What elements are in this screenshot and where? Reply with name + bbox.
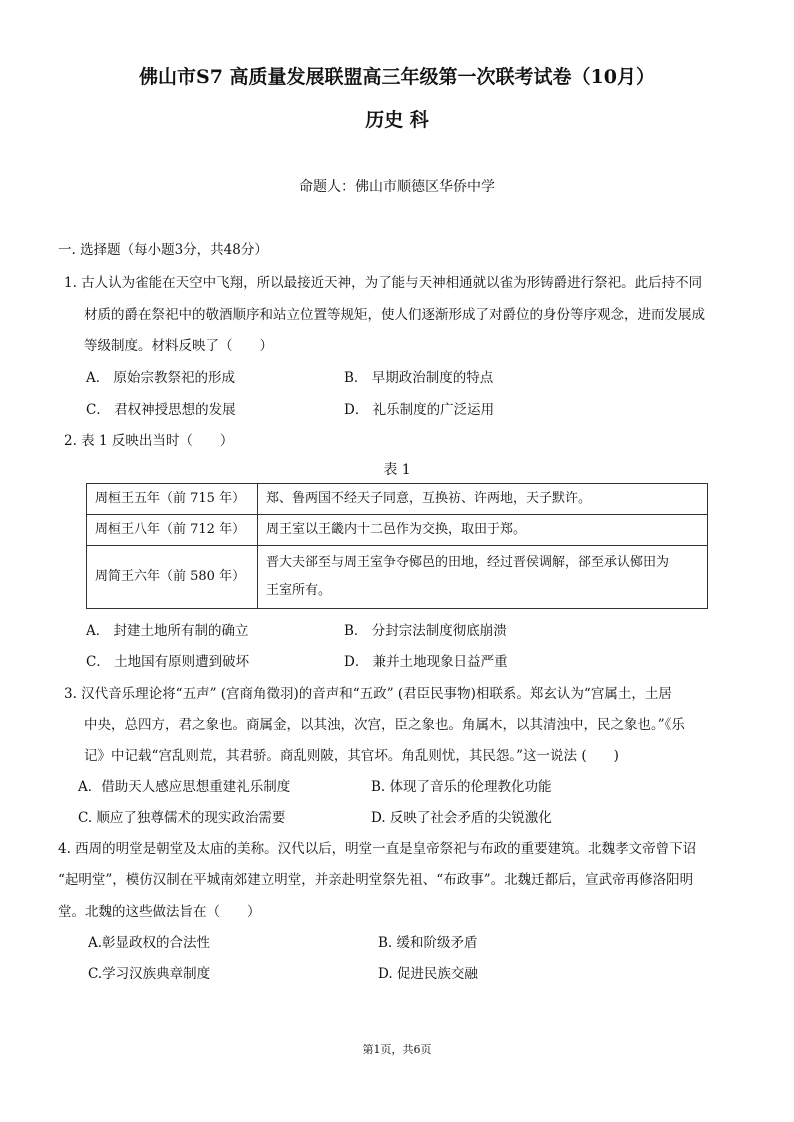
question-1-option-a[interactable]: A． 原始宗教祭祀的形成 <box>86 370 236 386</box>
page-number: 第1页，共6页 <box>362 1043 432 1056</box>
exam-subject: 历史 科 <box>365 109 429 131</box>
question-4-line-2: “起明堂”，模仿汉制在平城南郊建立明堂，并亲赴明堂祭先祖、“布政事”。北魏迁都后，宣武帝再修洛阳明 <box>58 872 694 888</box>
table-row <box>87 546 708 609</box>
question-1-option-c[interactable]: C． 君权神授思想的发展 <box>86 402 236 418</box>
question-4-option-d[interactable]: D. 促进民族交融 <box>378 966 478 982</box>
question-4-option-a[interactable]: A.彰显政权的合法性 <box>88 935 211 951</box>
table-cell-event <box>258 546 708 609</box>
question-4-option-b[interactable]: B. 缓和阶级矛盾 <box>378 935 478 951</box>
question-3-line-3: 记》中记载“宫乱则荒，其君骄。商乱则陂，其官坏。角乱则忧，其民怨。”这一说法 ( ) <box>84 748 619 764</box>
question-2-option-b[interactable]: B． 分封宗法制度彻底崩溃 <box>344 623 507 639</box>
question-4-line-1: 4. 西周的明堂是朝堂及太庙的美称。汉代以后，明堂一直是皇帝祭祀与布政的重要建筑。北魏孝文帝曾下诏 <box>58 841 697 857</box>
table-row <box>87 484 708 515</box>
question-3-line-1: 3. 汉代音乐理论将“五声” (宫商角徵羽)的音声和“五政” (君臣民事物)相联系。郑玄认为“宫属土，土居 <box>64 686 672 702</box>
history-table <box>86 483 708 609</box>
table-cell-event: 郑、鲁两国不经天子同意，互换祊、许两地，天子默许。 <box>258 484 708 515</box>
question-2-option-d[interactable]: D． 兼并土地现象日益严重 <box>344 654 508 670</box>
table-cell-event-line-1: 晋大夫郤至与周王室争夺鄇邑的田地，经过晋侯调解，郤至承认鄇田为 <box>266 555 670 570</box>
table-cell-event-line-2: 王室所有。 <box>266 583 332 598</box>
question-4-line-3: 堂。北魏的这些做法旨在（ ） <box>58 904 261 920</box>
question-1-option-b[interactable]: B． 早期政治制度的特点 <box>344 370 494 386</box>
table-caption: 表 1 <box>383 462 411 478</box>
table-cell-date: 周简王六年（前 580 年） <box>87 546 258 609</box>
question-2-line-1: 2. 表 1 反映出当时（ ） <box>64 433 234 449</box>
exam-title: 佛山市S7 高质量发展联盟高三年级第一次联考试卷（10月） <box>139 66 655 88</box>
question-3-option-d[interactable]: D. 反映了社会矛盾的尖锐激化 <box>371 810 552 826</box>
question-4-option-c[interactable]: C.学习汉族典章制度 <box>88 966 211 982</box>
question-3-option-c[interactable]: C. 顺应了独尊儒术的现实政治需要 <box>78 810 286 826</box>
question-1-option-d[interactable]: D． 礼乐制度的广泛运用 <box>344 402 495 418</box>
question-1-line-2: 材质的爵在祭祀中的敬酒顺序和站立位置等规矩，使人们逐渐形成了对爵位的身份等序观念，进而发展成 <box>84 307 705 323</box>
question-2-option-c[interactable]: C． 土地国有原则遭到破坏 <box>86 654 250 670</box>
exam-author: 命题人：佛山市顺德区华侨中学 <box>299 179 495 195</box>
question-1-line-3: 等级制度。材料反映了（ ） <box>84 338 273 354</box>
table-cell-date: 周桓王八年（前 712 年） <box>87 515 258 546</box>
table-cell-event: 周王室以王畿内十二邑作为交换，取田于郑。 <box>258 515 708 546</box>
question-3-line-2: 中央，总四方，君之象也。商属金，以其浊，次宫，臣之象也。角属木，以其清浊中，民之象也。”《乐 <box>84 717 685 733</box>
section-heading: 一. 选择题（每小题3分，共48分） <box>58 242 268 258</box>
question-3-option-a[interactable]: A．借助天人感应思想重建礼乐制度 <box>78 779 291 795</box>
question-2-option-a[interactable]: A． 封建土地所有制的确立 <box>86 623 249 639</box>
table-cell-date: 周桓王五年（前 715 年） <box>87 484 258 515</box>
question-1-line-1: 1. 古人认为雀能在天空中飞翔，所以最接近天神，为了能与天神相通就以雀为形铸爵进行祭祀。此后持不同 <box>64 275 703 291</box>
question-3-option-b[interactable]: B. 体现了音乐的伦理教化功能 <box>371 779 552 795</box>
table-row <box>87 515 708 546</box>
